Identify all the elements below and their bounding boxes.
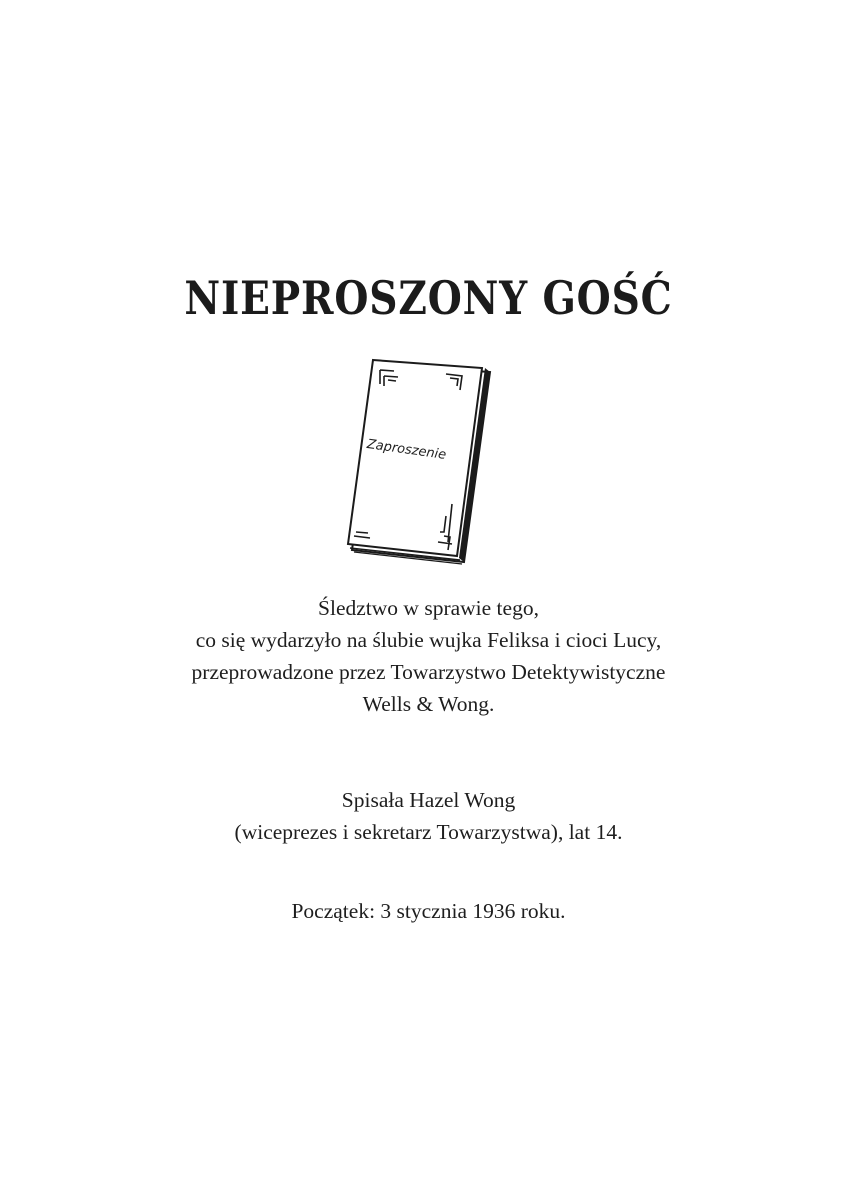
paragraph-line: Początek: 3 stycznia 1936 roku. [291,899,566,923]
investigation-paragraph [0,592,857,720]
paragraph-line: Śledztwo w sprawie tego, [318,596,539,620]
page-title: NIEPROSZONY GOŚĆ [184,271,673,325]
paragraph-line: (wiceprezes i sekretarz Towarzystwa), lat 14. [234,820,623,844]
invitation-card-icon [340,356,500,566]
author-paragraph [0,784,857,848]
start-date-paragraph [0,895,857,927]
paragraph-line: Spisała Hazel Wong [341,788,516,812]
invitation-label: Zaproszenie [365,437,448,463]
paragraph-line: przeprowadzone przez Towarzystwo Detektywistyczne [191,660,666,684]
paragraph-line: co się wydarzyło na ślubie wujka Feliksa i cioci Lucy, [195,628,662,652]
paragraph-line: Wells & Wong. [362,692,495,716]
